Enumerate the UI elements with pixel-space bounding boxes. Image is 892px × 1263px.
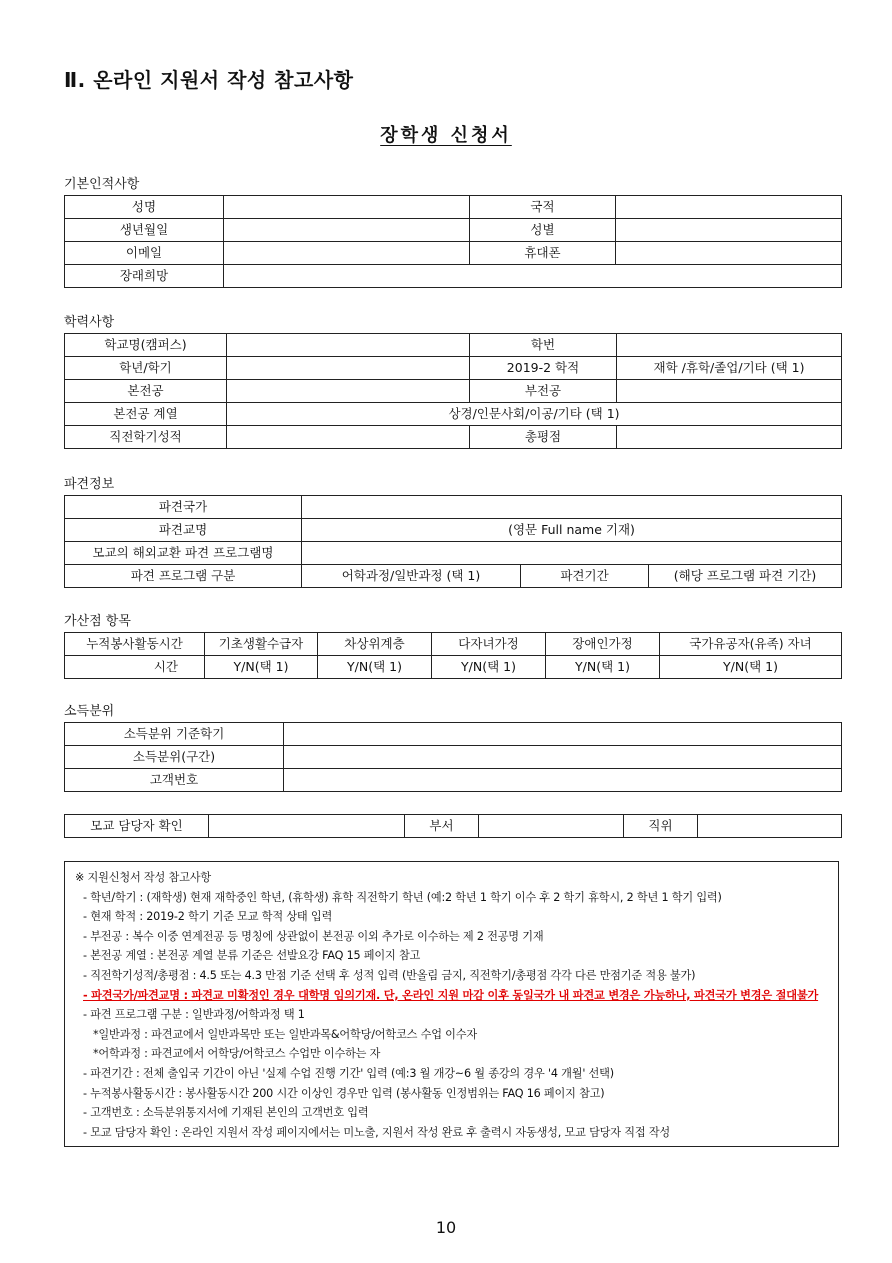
table-row	[65, 380, 842, 403]
host-school-field[interactable]: (영문 Full name 기재)	[302, 519, 842, 542]
birthdate-field[interactable]	[224, 219, 470, 242]
note-item: - 고객번호 : 소득분위통지서에 기재된 본인의 고객번호 입력	[83, 1106, 369, 1120]
email-field[interactable]	[224, 242, 470, 265]
customer-number-field[interactable]	[284, 769, 842, 792]
table-row	[65, 219, 842, 242]
notes-title: ※ 지원신청서 작성 참고사항	[75, 871, 211, 884]
host-school-label: 파견교명	[65, 519, 302, 542]
table-row	[65, 334, 842, 357]
disabled-family-field[interactable]: Y/N(택 1)	[546, 656, 660, 679]
dispatch-country-label: 파견국가	[65, 496, 302, 519]
name-field[interactable]	[224, 196, 470, 219]
major-field-category-label: 본전공 계열	[65, 403, 227, 426]
confirm-table	[64, 814, 842, 838]
major-field[interactable]	[227, 380, 470, 403]
note-item: - 파견 프로그램 구분 : 일반과정/어학과정 택 1	[83, 1008, 305, 1022]
confirm-label: 모교 담당자 확인	[65, 815, 209, 838]
table-row	[65, 769, 842, 792]
table-row	[65, 403, 842, 426]
basic-livelihood-header: 기초생활수급자	[205, 633, 318, 656]
income-base-semester-field[interactable]	[284, 723, 842, 746]
table-row	[65, 723, 842, 746]
gender-field[interactable]	[616, 219, 842, 242]
bonus-label: 가산점 항목	[64, 614, 131, 629]
basic-info-table	[64, 195, 842, 288]
note-item: - 파견기간 : 전체 출입국 기간이 아닌 '실제 수업 진행 기간' 입력 (예:3 월 개강~6 월 종강의 경우 '4 개월' 선택)	[83, 1066, 614, 1080]
income-base-semester-label: 소득분위 기준학기	[65, 723, 284, 746]
position-label: 직위	[624, 815, 698, 838]
note-item: - 본전공 계열 : 본전공 계열 분류 기준은 선발요강 FAQ 15 페이지 참고	[83, 949, 421, 963]
department-field[interactable]	[479, 815, 624, 838]
dispatch-table	[64, 495, 842, 588]
exchange-program-label: 모교의 해외교환 파견 프로그램명	[65, 542, 302, 565]
near-poverty-header: 차상위계층	[318, 633, 432, 656]
income-label: 소득분위	[64, 704, 115, 719]
table-row	[65, 633, 842, 656]
customer-number-label: 고객번호	[65, 769, 284, 792]
minor-field[interactable]	[617, 380, 842, 403]
student-id-label: 학번	[470, 334, 617, 357]
table-row	[65, 496, 842, 519]
note-item: - 모교 담당자 확인 : 온라인 지원서 작성 페이지에서는 미노출, 지원서 작성 완료 후 출력시 자동생성, 모교 담당자 직접 작성	[83, 1125, 671, 1139]
basic-livelihood-field[interactable]: Y/N(택 1)	[205, 656, 318, 679]
form-title: 장학생 신청서	[380, 125, 512, 146]
confirm-field[interactable]	[209, 815, 405, 838]
career-goal-label: 장래희망	[65, 265, 224, 288]
program-type-label: 파견 프로그램 구분	[65, 565, 302, 588]
note-item-warning: - 파견국가/파견교명 : 파견교 미확정인 경우 대학명 임의기재. 단, 온라인 지원 마감 이후 동일국가 내 파견교 변경은 가능하나, 파견국가 변경은 절대불가	[83, 988, 819, 1002]
note-item: - 직전학기성적/총평점 : 4.5 또는 4.3 만점 기준 선택 후 성적 입력 (반올림 금지, 직전학기/총평점 각각 다른 만점기준 적용 불가)	[83, 968, 696, 982]
school-name-label: 학교명(캠퍼스)	[65, 334, 227, 357]
total-gpa-label: 총평점	[470, 426, 617, 449]
disabled-family-header: 장애인가정	[546, 633, 660, 656]
student-id-field[interactable]	[617, 334, 842, 357]
academic-label: 학력사항	[64, 315, 115, 330]
national-merit-header: 국가유공자(유족) 자녀	[660, 633, 842, 656]
major-label: 본전공	[65, 380, 227, 403]
table-row	[65, 242, 842, 265]
note-item: - 부전공 : 복수 이중 연계전공 등 명칭에 상관없이 본전공 이외 추가로 이수하는 제 2 전공명 기재	[83, 929, 544, 943]
income-table	[64, 722, 842, 792]
note-item: - 현재 학적 : 2019-2 학기 기준 모교 학적 상태 입력	[83, 910, 333, 924]
prev-semester-gpa-label: 직전학기성적	[65, 426, 227, 449]
nationality-field[interactable]	[616, 196, 842, 219]
bonus-table	[64, 632, 842, 679]
table-row	[65, 815, 842, 838]
grade-semester-field[interactable]	[227, 357, 470, 380]
multi-child-field[interactable]: Y/N(택 1)	[432, 656, 546, 679]
department-label: 부서	[405, 815, 479, 838]
career-goal-field[interactable]	[224, 265, 842, 288]
table-row	[65, 565, 842, 588]
gender-label: 성별	[470, 219, 616, 242]
table-row	[65, 746, 842, 769]
table-row	[65, 542, 842, 565]
school-name-field[interactable]	[227, 334, 470, 357]
mobile-label: 휴대폰	[470, 242, 616, 265]
near-poverty-field[interactable]: Y/N(택 1)	[318, 656, 432, 679]
total-gpa-field[interactable]	[617, 426, 842, 449]
position-field[interactable]	[698, 815, 842, 838]
minor-label: 부전공	[470, 380, 617, 403]
table-row	[65, 357, 842, 380]
notes-box	[64, 861, 839, 1147]
table-row	[65, 656, 842, 679]
academic-table	[64, 333, 842, 449]
exchange-program-field[interactable]	[302, 542, 842, 565]
table-row	[65, 519, 842, 542]
nationality-label: 국적	[470, 196, 616, 219]
note-subitem: *어학과정 : 파견교에서 어학당/어학코스 수업만 이수하는 자	[93, 1047, 381, 1061]
table-row	[65, 265, 842, 288]
page-number: 10	[435, 1218, 457, 1237]
income-bracket-label: 소득분위(구간)	[65, 746, 284, 769]
volunteer-hours-field[interactable]: 시간	[65, 656, 205, 679]
dispatch-period-label: 파견기간	[521, 565, 649, 588]
section-heading: Ⅱ. 온라인 지원서 작성 참고사항	[64, 68, 354, 92]
major-field-category-field[interactable]: 상경/인문사회/이공/기타 (택 1)	[227, 403, 842, 426]
national-merit-field[interactable]: Y/N(택 1)	[660, 656, 842, 679]
basic-info-label: 기본인적사항	[64, 177, 140, 192]
enrollment-status-field[interactable]: 재학 /휴학/졸업/기타 (택 1)	[617, 357, 842, 380]
birthdate-label: 생년월일	[65, 219, 224, 242]
table-row	[65, 426, 842, 449]
multi-child-header: 다자녀가정	[432, 633, 546, 656]
email-label: 이메일	[65, 242, 224, 265]
dispatch-period-field[interactable]: (해당 프로그램 파견 기간)	[649, 565, 842, 588]
prev-semester-gpa-field[interactable]	[227, 426, 470, 449]
name-label: 성명	[65, 196, 224, 219]
program-type-field[interactable]: 어학과정/일반과정 (택 1)	[302, 565, 521, 588]
note-item: - 누적봉사활동시간 : 봉사활동시간 200 시간 이상인 경우만 입력 (봉사활동 인정범위는 FAQ 16 페이지 참고)	[83, 1086, 605, 1100]
note-item: - 학년/학기 : (재학생) 현재 재학중인 학년, (휴학생) 휴학 직전학기 학년 (예:2 학년 1 학기 이수 후 2 학기 휴학시, 2 학년 1 학기 입력)	[83, 890, 722, 904]
table-row	[65, 196, 842, 219]
dispatch-country-field[interactable]	[302, 496, 842, 519]
volunteer-hours-header: 누적봉사활동시간	[65, 633, 205, 656]
enrollment-status-label: 2019-2 학적	[470, 357, 617, 380]
dispatch-label: 파견정보	[64, 477, 115, 492]
grade-semester-label: 학년/학기	[65, 357, 227, 380]
note-subitem: *일반과정 : 파견교에서 일반과목만 또는 일반과목&어학당/어학코스 수업 이수자	[93, 1027, 477, 1041]
mobile-field[interactable]	[616, 242, 842, 265]
income-bracket-field[interactable]	[284, 746, 842, 769]
